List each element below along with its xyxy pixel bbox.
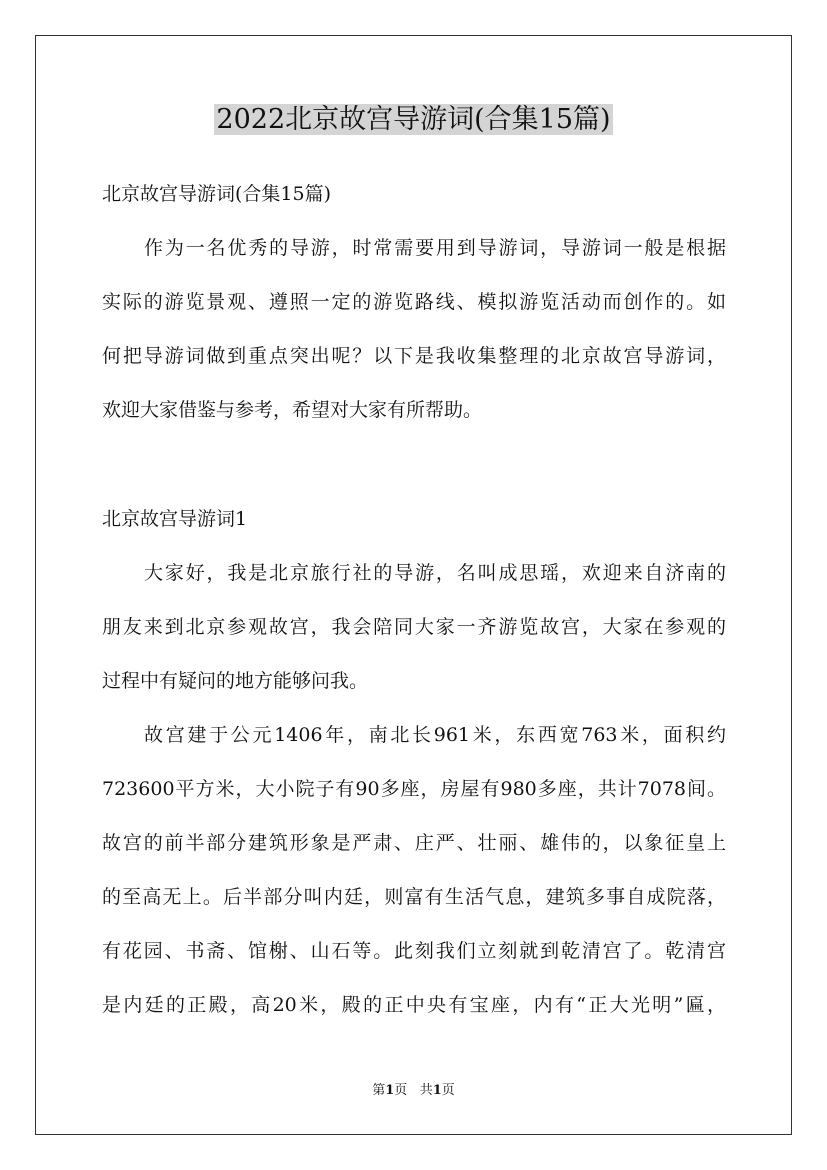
document-title: 2022北京故宫导游词(合集15篇)	[216, 104, 611, 135]
page-number: 1	[385, 1083, 395, 1098]
intro-line-1: 作为一名优秀的导游，时常需要用到导游词，导游词一般是根据	[144, 237, 726, 259]
para1-line-2: 朋友来到北京参观故宫，我会陪同大家一齐游览故宫，大家在参观的	[102, 616, 726, 638]
para2-line-4: 的至高无上。后半部分叫内廷，则富有生活气息，建筑多事自成院落，	[102, 886, 726, 908]
intro-line-2: 实际的游览景观、遵照一定的游览路线、模拟游览活动而创作的。如	[102, 291, 726, 313]
intro-line-3: 何把导游词做到重点突出呢？以下是我收集整理的北京故宫导游词，	[102, 345, 726, 367]
document-subtitle: 北京故宫导游词(合集15篇)	[102, 183, 332, 205]
para2-line-6: 是内廷的正殿，高20米，殿的正中央有宝座，内有“正大光明”匾，	[102, 994, 726, 1016]
total-pages: 1	[432, 1083, 442, 1098]
total-prefix: 共	[419, 1083, 433, 1098]
para2-line-5: 有花园、书斋、馆榭、山石等。此刻我们立刻就到乾清宫了。乾清宫	[102, 940, 726, 962]
para2-line-3: 故宫的前半部分建筑形象是严肃、庄严、壮丽、雄伟的，以象征皇上	[102, 832, 726, 854]
page-footer	[0, 1082, 827, 1100]
total-suffix: 页	[441, 1083, 455, 1098]
section-heading: 北京故宫导游词1	[102, 508, 248, 530]
para2-line-1: 故宫建于公元1406年，南北长961米，东西宽763米，面积约	[144, 724, 726, 746]
intro-line-4: 欢迎大家借鉴与参考，希望对大家有所帮助。	[102, 399, 483, 421]
para2-line-2: 723600平方米，大小院子有90多座，房屋有980多座，共计7078间。	[102, 778, 726, 800]
para1-line-3: 过程中有疑问的地方能够问我。	[102, 670, 369, 692]
page-prefix: 第	[372, 1083, 386, 1098]
page-suffix: 页	[394, 1083, 408, 1098]
para1-line-1: 大家好，我是北京旅行社的导游，名叫成思瑶，欢迎来自济南的	[144, 562, 726, 584]
